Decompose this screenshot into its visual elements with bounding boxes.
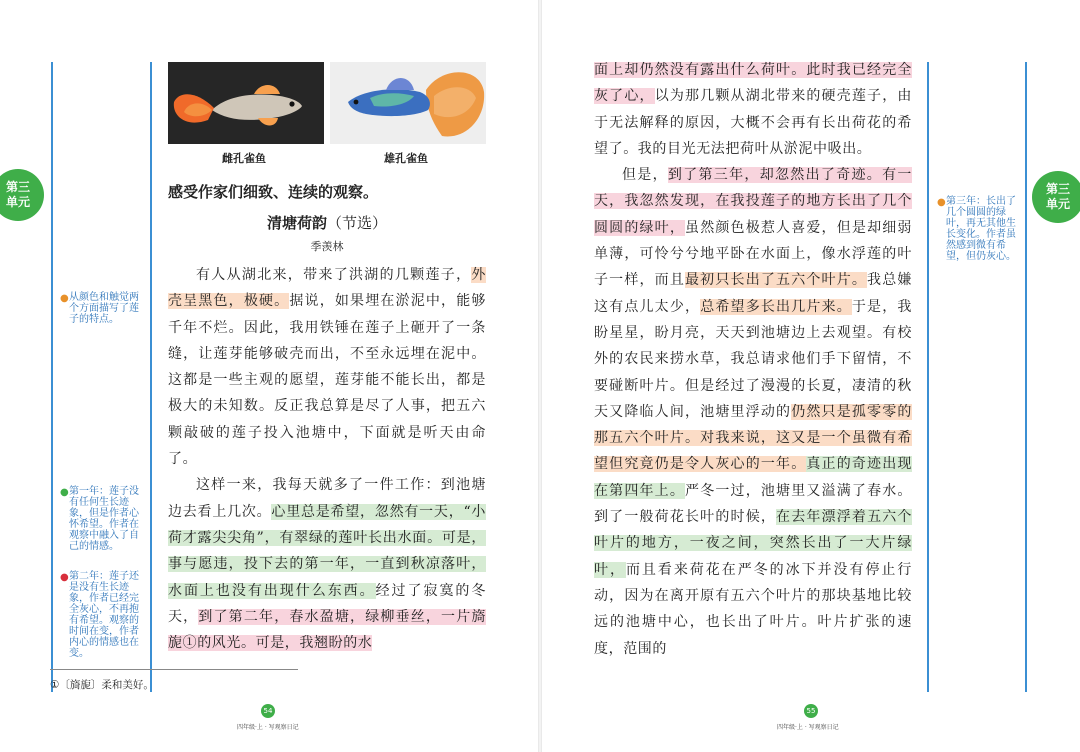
highlight-orange: 外壳呈黑色，极硬。	[168, 267, 486, 310]
highlight-pink: 面上却仍然没有露出什么荷叶。此时我已经完全灰了心，	[594, 62, 912, 105]
unit-tab-label: 第三单元	[5, 180, 30, 209]
highlight-orange: 总希望多长出几片来。	[700, 298, 852, 315]
page-footer: 四年级·上 · 写观察日记	[237, 724, 299, 731]
body-text	[168, 262, 486, 656]
male-guppy-photo	[330, 62, 486, 144]
highlight-pink: 到了第三年，却忽然出了奇迹。有一天，我忽然发现，在我投莲子的地方长出了几个圆圆的绿叶，	[594, 167, 912, 236]
side-note: ● 从颜色和触觉两个方面描写了莲子的特点。	[60, 292, 139, 325]
paragraph: 但是，到了第三年，却忽然出了奇迹。有一天，我忽然发现，在我投莲子的地方长出了几个圆圆的绿叶，虽然颜色极惹人喜爱，但是却细弱单薄，可怜兮兮地平卧在水面上，像水浮莲的叶子一样，而且最初只长出了五六个叶片。我总嫌这有点儿太少，总希望多长出几片来。于是，我盼星星，盼月亮，天天到池塘边上去观望。有校外的农民来捞水草，我总请求他们手下留情，不要碰断叶片。但是经过了漫漫的长夏，凄清的秋天又降临人间，池塘里浮动的仍然只是孤零零的那五六个叶片。对我来说，这又是一个虽微有希望但究竟仍是令人灰心的一年。真正的奇迹出现在第四年上。严冬一过，池塘里又溢满了春水。到了一般荷花长叶的时候，在去年漂浮着五六个叶片的地方，一夜之间，突然长出了一大片绿叶，而且看来荷花在严冬的冰下并没有停止行动，因为在离开原有五六个叶片的那块基地比较远的池塘中心，也长出了叶片。叶片扩张的速度，范围的	[594, 167, 913, 657]
author: 季羡林	[310, 240, 344, 253]
left-page	[0, 0, 538, 752]
female-guppy-photo	[168, 62, 324, 144]
unit-tab	[0, 169, 44, 221]
page-footer: 四年级·上 · 写观察日记	[777, 724, 839, 731]
highlight-green: 心里总是希望，忽然有一天，“小荷才露尖尖角”，有翠绿的莲叶长出水面。可是，事与愿违，投下去的第一年，一直到秋凉落叶，水面上也没有出现什么东西。	[168, 503, 487, 599]
paragraph: 这样一来，我每天就多了一件工作：到池塘边去看上几次。心里总是希望，忽然有一天，“小荷才露尖尖角”，有翠绿的莲叶长出水面。可是，事与愿违，投下去的第一年，一直到秋凉落叶，水面上也没有出现什么东西。经过了寂寞的冬天，到了第二年，春水盈塘，绿柳垂丝，一片旖旎①的风光。可是，我翘盼的水	[168, 477, 487, 652]
title-main: 清塘荷韵	[266, 214, 327, 232]
paragraph: 面上却仍然没有露出什么荷叶。此时我已经完全灰了心，以为那几颗从湖北带来的硬壳莲子，由于无法解释的原因，大概不会再有长出荷花的希望了。我的目光无法把荷叶从淤泥中吸出。	[594, 62, 912, 157]
margin-line-right	[150, 62, 152, 692]
unit-tab-label: 第三单元	[1045, 182, 1070, 211]
right-page	[542, 0, 1080, 752]
footnote: ①〔旖旎〕柔和美好。	[50, 679, 154, 691]
article-title	[168, 212, 486, 233]
footnote-rule	[50, 669, 298, 670]
margin-line-left	[927, 62, 929, 692]
side-note: ● 第二年：莲子还是没有生长迹象，作者已经完全灰心，不再抱有希望。观察的时间在变，作者内心的情感也在变。	[60, 571, 139, 659]
highlight-pink: 到了第二年，春水盈塘，绿柳垂丝，一片旖旎①的风光。可是，我翘盼的水	[168, 608, 486, 652]
unit-tab	[1032, 171, 1080, 223]
page-number: 55	[804, 704, 818, 718]
page-number: 54	[261, 704, 275, 718]
section-heading: 感受作家们细致、连续的观察。	[168, 183, 379, 201]
photo-caption: 雄孔雀鱼	[384, 152, 428, 165]
side-note: ● 第三年：长出了几个圆圆的绿叶，再无其他生长变化。作者虽然感到微有希望，但仍灰心。	[937, 196, 1016, 262]
title-subtitle: （节选）	[327, 214, 388, 232]
margin-line-left	[51, 62, 53, 692]
margin-line-right	[1025, 62, 1027, 692]
photo-caption: 雌孔雀鱼	[222, 152, 266, 165]
paragraph: 有人从湖北来，带来了洪湖的几颗莲子，外壳呈黑色，极硬。据说，如果埋在淤泥中，能够千年不烂。因此，我用铁锤在莲子上砸开了一条缝，让莲芽能够破壳而出，不至永远埋在泥中。这都是一些主观的愿望，莲芽能不能长出，都是极大的未知数。反正我总算是尽了人事，把五六颗敲破的莲子投入池塘中，下面就是听天由命了。	[168, 267, 486, 468]
body-text	[594, 57, 912, 662]
highlight-green: 真正的奇迹出现在第四年上。	[594, 456, 912, 499]
highlight-orange: 最初只长出了五六个叶片。	[685, 272, 868, 289]
highlight-green: 在去年漂浮着五六个叶片的地方，一夜之间，突然长出了一大片绿叶，	[594, 509, 913, 578]
highlight-orange: 仍然只是孤零零的那五六个叶片。对我来说，这又是一个虽微有希望但究竟仍是令人灰心的一年。	[594, 403, 912, 473]
side-note: ● 第一年：莲子没有任何生长迹象，但是作者心怀希望。作者在观察中融入了自己的情感。	[60, 486, 139, 552]
